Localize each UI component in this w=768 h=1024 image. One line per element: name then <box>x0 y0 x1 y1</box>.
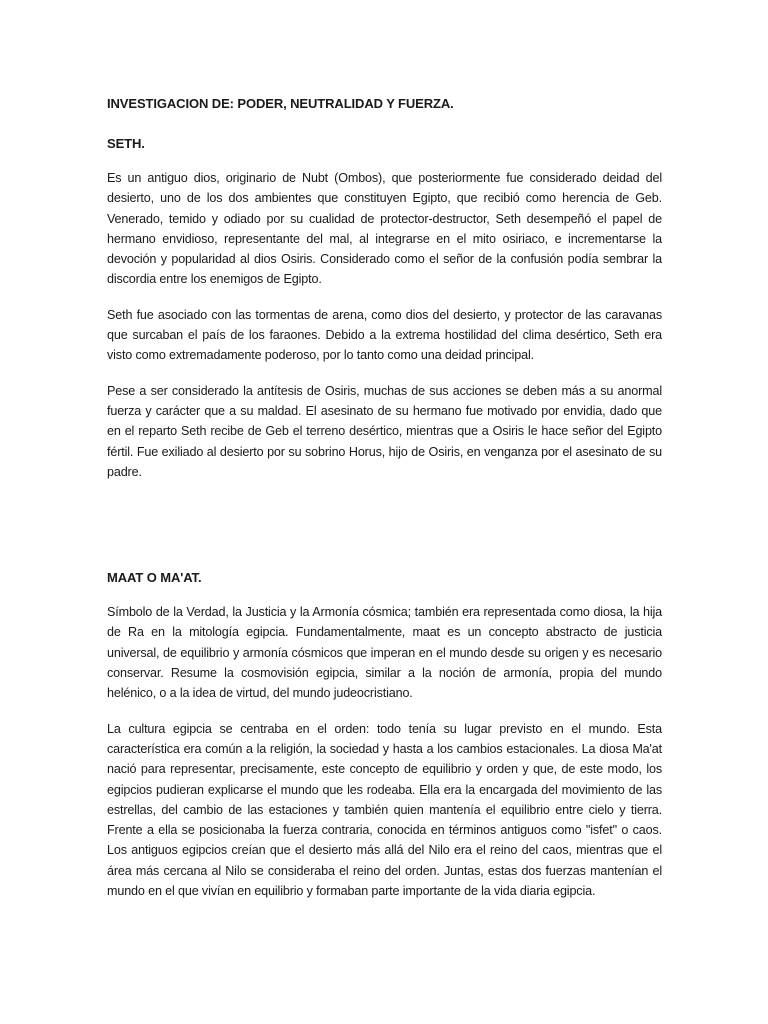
section-heading-seth: SETH. <box>107 136 145 151</box>
paragraph: Símbolo de la Verdad, la Justicia y la Armonía cósmica; también era representada como diosa, la hija de Ra en la mitología egipcia. Fundamentalmente, maat es un concepto abstracto de justicia universal, de equilibrio y armonía cósmicos que imperan en el mundo desde su origen y es necesario conservar. Resume la cosmovisión egipcia, similar a la noción de armonía, propia del mundo helénico, o a la idea de virtud, del mundo judeocristiano. <box>107 605 662 701</box>
document-title: INVESTIGACION DE: PODER, NEUTRALIDAD Y FUERZA. <box>107 96 454 111</box>
paragraph: Seth fue asociado con las tormentas de arena, como dios del desierto, y protector de las caravanas que surcaban el país de los faraones. Debido a la extrema hostilidad del clima desértico, Seth era visto como extremadamente poderoso, por lo tanto como una deidad principal. <box>107 307 662 363</box>
section-heading-maat: MAAT O MA'AT. <box>107 570 202 586</box>
paragraph: Pese a ser considerado la antítesis de Osiris, muchas de sus acciones se deben más a su anormal fuerza y carácter que a su maldad. El asesinato de su hermano fue motivado por envidia, dado que en el reparto Seth recibe de Geb el terreno desértico, mientras que a Osiris le hace señor del Egipto fértil. Fue exiliado al desierto por su sobrino Horus, hijo de Osiris, en venganza por el asesinato de su padre. <box>107 383 662 479</box>
paragraph: Es un antiguo dios, originario de Nubt (Ombos), que posteriormente fue considerado deidad del desierto, uno de los dos ambientes que constituyen Egipto, que recibió como herencia de Geb. Venerado, temido y odiado por su cualidad de protector-destructor, Seth desempeñó el papel de hermano envidioso, representante del mal, al integrarse en el mito osiriaco, e incrementarse la devoción y popularidad al dios Osiris. Considerado como el señor de la confusión podía sembrar la discordia entre los enemigos de Egipto. <box>107 171 662 287</box>
paragraph: La cultura egipcia se centraba en el orden: todo tenía su lugar previsto en el mundo. Esta característica era común a la religión, la sociedad y hasta a los cambios estacionales. La diosa Ma'at nació para representar, precisamente, este concepto de equilibrio y orden y que, de este modo, los egipcios pudieran explicarse el mundo que les rodeaba. Ella era la encargada del movimiento de las estrellas, del cambio de las estaciones y también quien mantenía el equilibrio entre cielo y tierra. Frente a ella se posicionaba la fuerza contraria, conocida en términos antiguos como "isfet" o caos. Los antiguos egipcios creían que el desierto más allá del Nilo era el reino del caos, mientras que el área más cercana al Nilo se consideraba el reino del orden. Juntas, estas dos fuerzas mantenían el mundo en el que vivían en equilibrio y formaban parte importante de la vida diaria egipcia. <box>107 721 662 899</box>
document-page <box>107 84 662 901</box>
